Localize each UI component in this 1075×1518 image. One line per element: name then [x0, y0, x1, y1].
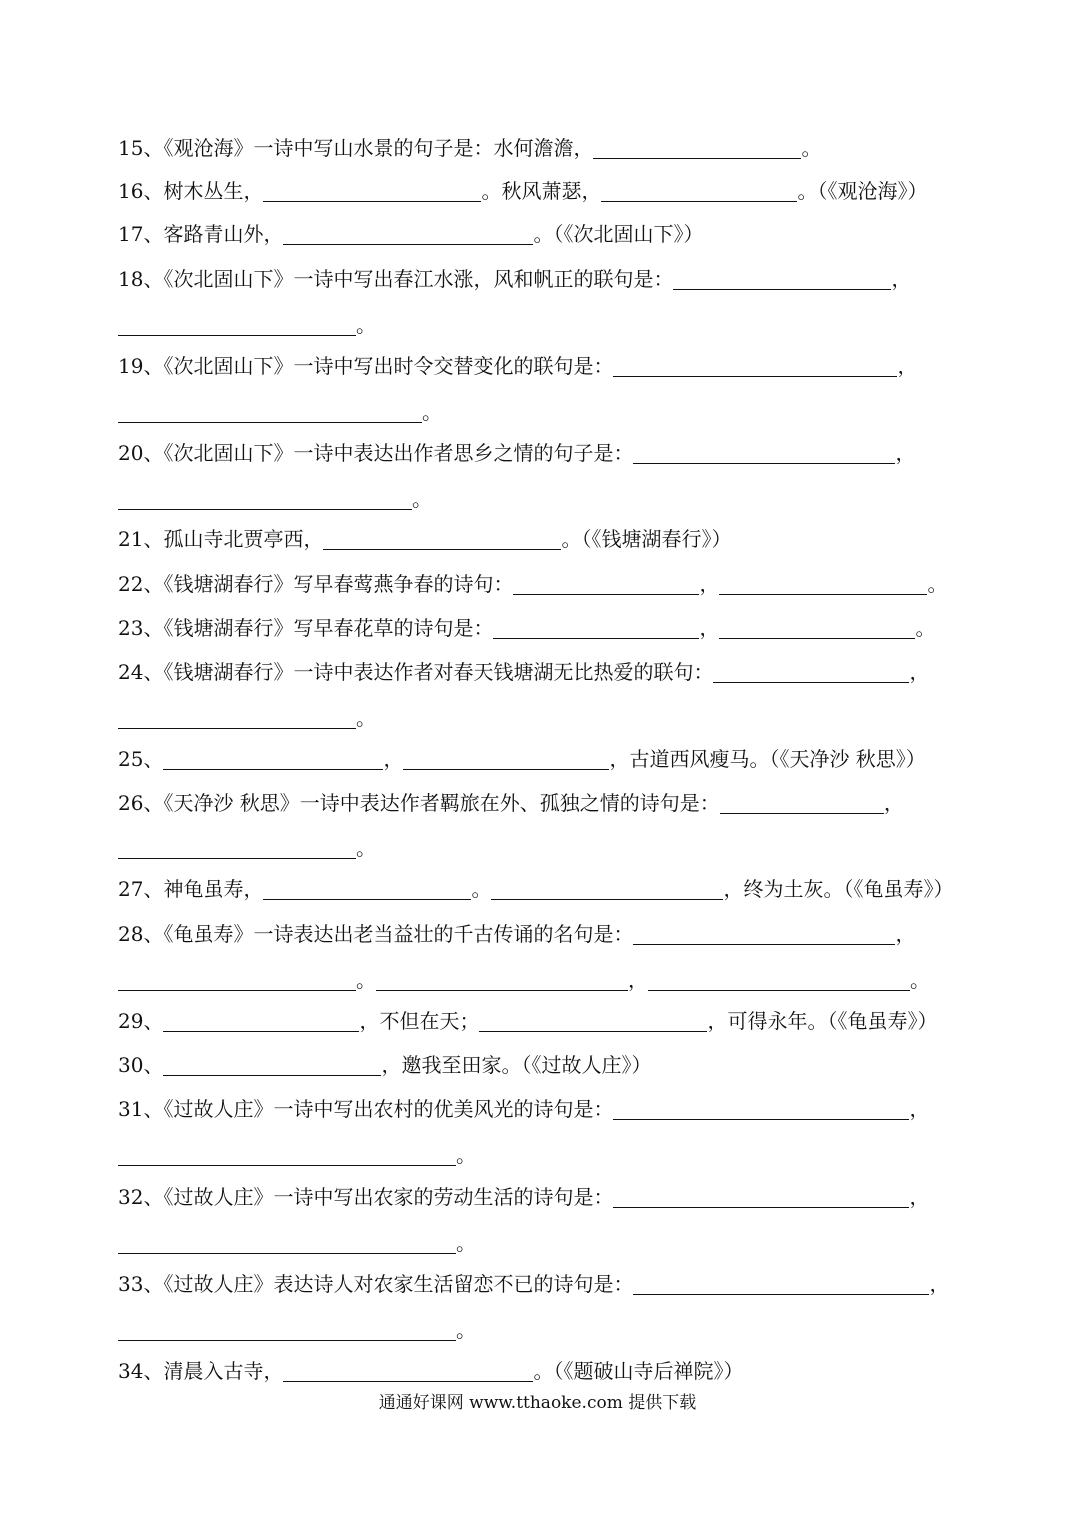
question-26: 26、《天净沙 秋思》一诗中表达作者羁旅在外、孤独之情的诗句是： ，	[118, 791, 904, 815]
answer-blank[interactable]	[633, 441, 895, 464]
answer-blank[interactable]	[118, 1231, 456, 1254]
answer-blank[interactable]	[613, 354, 897, 377]
question-28: 28、《龟虽寿》一诗表达出老当益壮的千古传诵的名句是： ，	[118, 922, 916, 946]
answer-blank[interactable]	[633, 922, 895, 945]
answer-blank[interactable]	[648, 968, 910, 991]
question-20: 20、《次北固山下》一诗中表达出作者思乡之情的句子是： ，	[118, 441, 916, 465]
question-29: 29、 ，不但在天； ，可得永年。（《龟虽寿》）	[118, 1009, 938, 1033]
answer-blank[interactable]	[163, 747, 383, 770]
question-text: 31、《过故人庄》一诗中写出农村的优美风光的诗句是：	[118, 1097, 614, 1121]
question-text: 30、	[118, 1053, 164, 1077]
answer-blank[interactable]	[633, 1272, 929, 1295]
question-text: 15、《观沧海》一诗中写山水景的句子是：水何澹澹，	[118, 136, 594, 160]
answer-blank[interactable]	[593, 136, 801, 159]
answer-blank[interactable]	[713, 660, 909, 683]
answer-blank[interactable]	[491, 877, 723, 900]
question-22: 22、《钱塘湖春行》写早春莺燕争春的诗句： ， 。	[118, 572, 948, 596]
question-33: 33、《过故人庄》表达诗人对农家生活留恋不已的诗句是： ，	[118, 1272, 950, 1296]
question-text: 34、清晨入古寺，	[118, 1359, 284, 1383]
question-text: 20、《次北固山下》一诗中表达出作者思乡之情的句子是：	[118, 441, 634, 465]
answer-blank[interactable]	[403, 747, 609, 770]
question-text: 17、客路青山外，	[118, 222, 284, 246]
answer-blank[interactable]	[118, 1143, 456, 1166]
question-32-continued: 。	[118, 1228, 957, 1258]
answer-blank[interactable]	[163, 1053, 381, 1076]
answer-blank[interactable]	[263, 877, 471, 900]
answer-blank[interactable]	[613, 1097, 909, 1120]
question-34: 34、清晨入古寺， 。（《题破山寺后禅院》）	[118, 1359, 744, 1383]
answer-blank[interactable]	[118, 1318, 456, 1341]
question-text: 25、	[118, 747, 164, 771]
question-32: 32、《过故人庄》一诗中写出农家的劳动生活的诗句是： ，	[118, 1185, 930, 1209]
answer-blank[interactable]	[601, 179, 797, 202]
answer-blank[interactable]	[493, 616, 699, 639]
question-31-continued: 。	[118, 1140, 957, 1170]
answer-blank[interactable]	[118, 836, 356, 859]
question-25: 25、 ， ，古道西风瘦马。（《天净沙 秋思》）	[118, 747, 926, 771]
question-18-continued: 。	[118, 310, 957, 340]
answer-blank[interactable]	[163, 1009, 359, 1032]
question-text: 28、《龟虽寿》一诗表达出老当益壮的千古传诵的名句是：	[118, 922, 634, 946]
answer-blank[interactable]	[719, 572, 927, 595]
question-text: 19、《次北固山下》一诗中写出时令交替变化的联句是：	[118, 354, 614, 378]
page-footer: 通通好课网 www.tthaoke.com 提供下载	[378, 1393, 697, 1413]
answer-blank[interactable]	[118, 487, 412, 510]
question-text: 32、《过故人庄》一诗中写出农家的劳动生活的诗句是：	[118, 1185, 614, 1209]
answer-blank[interactable]	[376, 968, 628, 991]
answer-blank[interactable]	[673, 267, 891, 290]
question-17: 17、客路青山外， 。（《次北固山下》）	[118, 222, 704, 246]
question-text: 33、《过故人庄》表达诗人对农家生活留恋不已的诗句是：	[118, 1272, 634, 1296]
question-15: 15、《观沧海》一诗中写山水景的句子是：水何澹澹， 。	[118, 136, 822, 160]
answer-blank[interactable]	[283, 1359, 533, 1382]
question-text: 21、孤山寺北贾亭西，	[118, 527, 324, 551]
question-16: 16、树木丛生， 。秋风萧瑟， 。（《观沧海》）	[118, 179, 928, 203]
answer-blank[interactable]	[323, 527, 561, 550]
question-20-continued: 。	[118, 484, 957, 514]
answer-blank[interactable]	[513, 572, 699, 595]
answer-blank[interactable]	[720, 791, 884, 814]
answer-blank[interactable]	[263, 179, 481, 202]
question-28-continued: 。 ， 。	[118, 965, 957, 995]
question-27: 27、神龟虽寿， 。 ，终为土灰。（《龟虽寿》）	[118, 877, 954, 901]
question-text: 24、《钱塘湖春行》一诗中表达作者对春天钱塘湖无比热爱的联句：	[118, 660, 714, 684]
answer-blank[interactable]	[118, 313, 356, 336]
question-text: 26、《天净沙 秋思》一诗中表达作者羁旅在外、孤独之情的诗句是：	[118, 791, 720, 815]
answer-blank[interactable]	[613, 1185, 909, 1208]
question-text: 18、《次北固山下》一诗中写出春江水涨，风和帆正的联句是：	[118, 267, 674, 291]
question-21: 21、孤山寺北贾亭西， 。（《钱塘湖春行》）	[118, 527, 732, 551]
answer-blank[interactable]	[719, 616, 915, 639]
question-26-continued: 。	[118, 833, 957, 863]
question-19-continued: 。	[118, 397, 957, 427]
question-text: 27、神龟虽寿，	[118, 877, 264, 901]
question-24-continued: 。	[118, 703, 957, 733]
answer-blank[interactable]	[118, 706, 356, 729]
question-33-continued: 。	[118, 1315, 957, 1345]
question-19: 19、《次北固山下》一诗中写出时令交替变化的联句是： ，	[118, 354, 918, 378]
answer-blank[interactable]	[118, 400, 422, 423]
question-18: 18、《次北固山下》一诗中写出春江水涨，风和帆正的联句是： ，	[118, 267, 912, 291]
question-24: 24、《钱塘湖春行》一诗中表达作者对春天钱塘湖无比热爱的联句： ，	[118, 660, 930, 684]
question-text: 23、《钱塘湖春行》写早春花草的诗句是：	[118, 616, 494, 640]
question-30: 30、 ，邀我至田家。（《过故人庄》）	[118, 1053, 652, 1077]
question-23: 23、《钱塘湖春行》写早春花草的诗句是： ， 。	[118, 616, 936, 640]
question-text: 29、	[118, 1009, 164, 1033]
answer-blank[interactable]	[283, 222, 533, 245]
question-31: 31、《过故人庄》一诗中写出农村的优美风光的诗句是： ，	[118, 1097, 930, 1121]
question-text: 16、树木丛生，	[118, 179, 264, 203]
question-text: 22、《钱塘湖春行》写早春莺燕争春的诗句：	[118, 572, 514, 596]
answer-blank[interactable]	[479, 1009, 707, 1032]
answer-blank[interactable]	[118, 968, 356, 991]
